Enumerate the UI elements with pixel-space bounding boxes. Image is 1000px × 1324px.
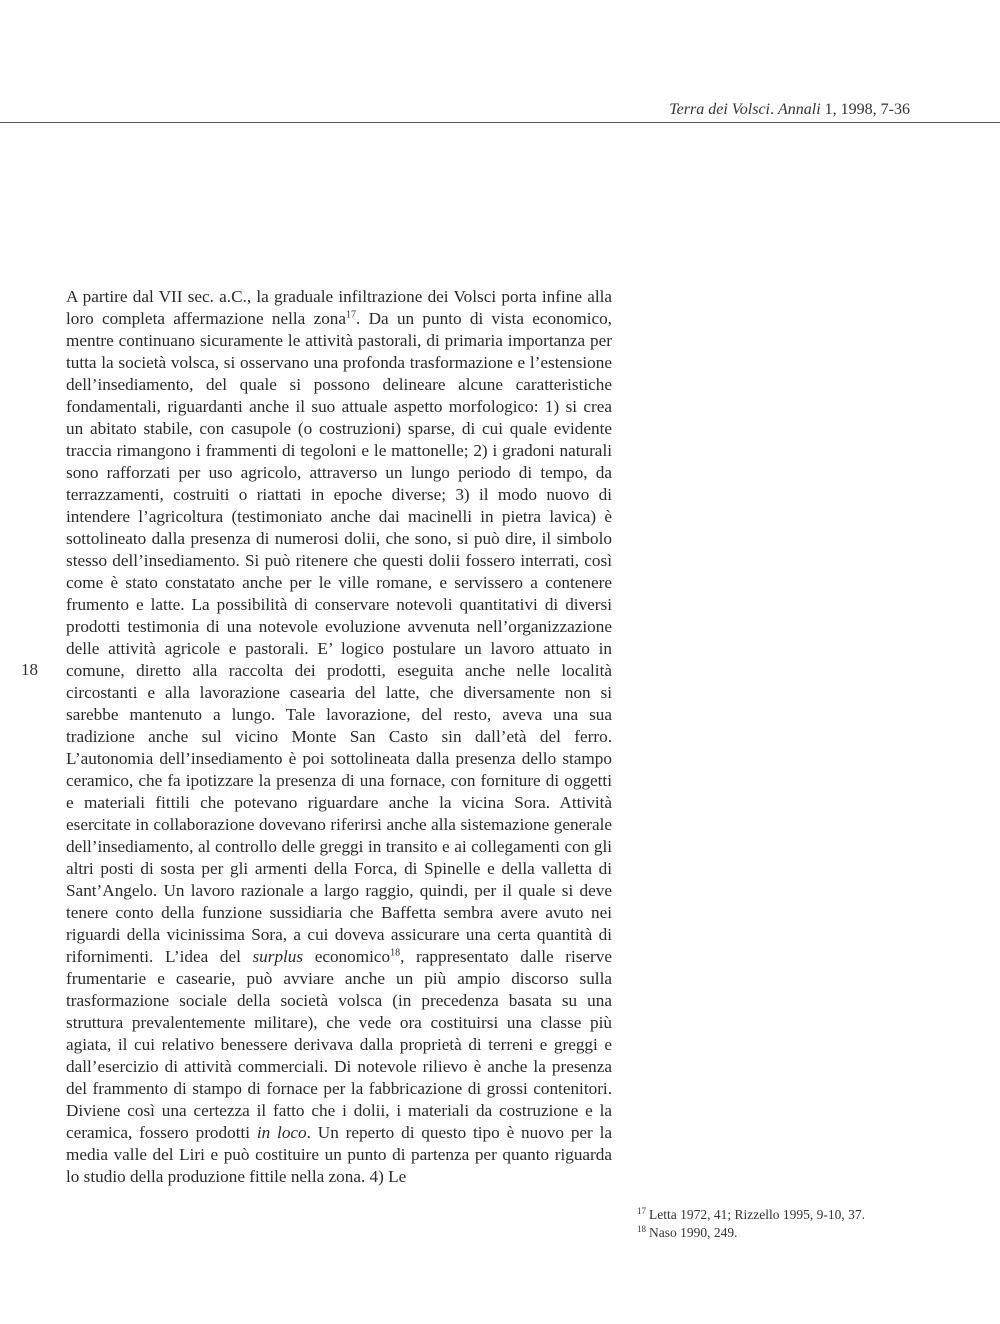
header-rule — [0, 122, 1000, 123]
footnotes — [637, 1206, 937, 1242]
body-text-4: , rappresentato dalle riserve frumentarie e casearie, può avviare anche un più ampio discorso sulla trasformazione sociale della società volsca (in precedenza basata su una struttura prevalentemente militare), che vede ora costituirsi una classe più agiata, il cui relativo benessere derivava dalla proprietà di terreni e greggi e dall’esercizio di attività commerciali. Di notevole rilievo è anche la presenza del frammento di stampo di fornace per la fabbricazione di grossi contenitori. Diviene così una certezza il fatto che i dolii, i materiali da costruzione e la ceramica, fossero prodotti — [66, 947, 613, 1142]
journal-title: Terra dei Volsci — [669, 101, 770, 118]
footnote-ref-18[interactable]: 18 — [390, 947, 401, 959]
page-number: 18 — [21, 660, 38, 679]
body-text-2: . Da un punto di vista economico, mentre continuano sicuramente le attività pastorali, di primaria importanza per tutta la società volsca, si osservano una profonda trasformazione e l’estensione dell’insediamento, del quale si possono delineare alcune caratteristiche fondamentali, riguardanti anche il suo attuale aspetto morfologico: 1) si crea un abitato stabile, con casupole (o costruzioni) sparse, di cui quale evidente traccia rimangono i frammenti di tegoloni e le mattonelle; 2) i gradoni naturali sono rafforzati per uso agricolo, attraverso un lungo periodo di tempo, da terrazzamenti, costruiti o riattati in epoche diverse; 3) il modo nuovo di intendere l’agricoltura (testimoniato anche dai macinelli in pietra lavica) è sottolineato dalla presenza di numerosi dolii, che sono, si può dire, il simbolo stesso dell’insediamento. Si può ritenere che questi dolii fossero interrati, così come è stato constatato anche per le ville romane, e servissero a contenere frumento e latte. La possibilità di conservare notevoli quantitativi di diversi prodotti testimonia di una notevole evoluzione avvenuta nell’organizzazione delle attività agricole e pastorali. E’ logico postulare un lavoro attuato in comune, diretto alla raccolta dei prodotti, eseguita anche nelle località circostanti e alla lavorazione casearia del latte, che diversamente non si sarebbe mantenuto a lungo. Tale lavorazione, del resto, aveva una sua tradizione anche sul vicino Monte San Casto sin dall’età del ferro. L’autonomia dell’insediamento è poi sottolineata dalla presenza dello stampo ceramico, che fa ipotizzare la presenza di una fornace, con forniture di oggetti e materiali fittili che potevano riguardare anche la vicina Sora. Attività esercitate in collaborazione dovevano riferirsi anche alla sistemazione generale dell’insediamento, al controllo delle greggi in transito e ai collegamenti con gli altri posti di sosta per gli armenti della Forca, di Spinelle e della valletta di Sant’Angelo. Un lavoro razionale a largo raggio, quindi, per il quale si deve tenere conto della funzione sussidiaria che Baffetta sembra avere avuto nei riguardi della vicinissima Sora, a cui doveva assicurare una certa quantità di rifornimenti. L’idea del — [66, 309, 612, 966]
footnote-18 — [637, 1224, 937, 1242]
term-in-loco: in loco — [256, 1123, 307, 1142]
footnote-17 — [637, 1206, 937, 1224]
term-surplus: surplus — [252, 947, 304, 966]
footnote-number: 18 — [637, 1223, 646, 1234]
body-paragraph — [66, 286, 612, 1188]
issue-info: 1, 1998, 7-36 — [820, 101, 910, 118]
footnote-ref-17[interactable]: 17 — [346, 309, 357, 321]
footnote-text: Letta 1972, 41; Rizzello 1995, 9-10, 37. — [649, 1207, 865, 1222]
body-text-1: A partire dal VII sec. a.C., la graduale infiltrazione dei Volsci porta infine alla loro completa affermazione nella zona — [66, 287, 612, 328]
running-header — [669, 101, 910, 119]
header-separator: . — [770, 101, 778, 118]
footnote-text: Naso 1990, 249. — [649, 1225, 738, 1240]
footnote-number: 17 — [637, 1205, 646, 1216]
series-title: Annali — [778, 101, 821, 118]
body-text-3: economico — [303, 947, 391, 966]
body-text-5: . Un reperto di questo tipo è nuovo per la media valle del Liri e può costituire un punto di partenza per quanto riguarda lo studio della produzione fittile nella zona. 4) Le — [66, 1123, 612, 1186]
